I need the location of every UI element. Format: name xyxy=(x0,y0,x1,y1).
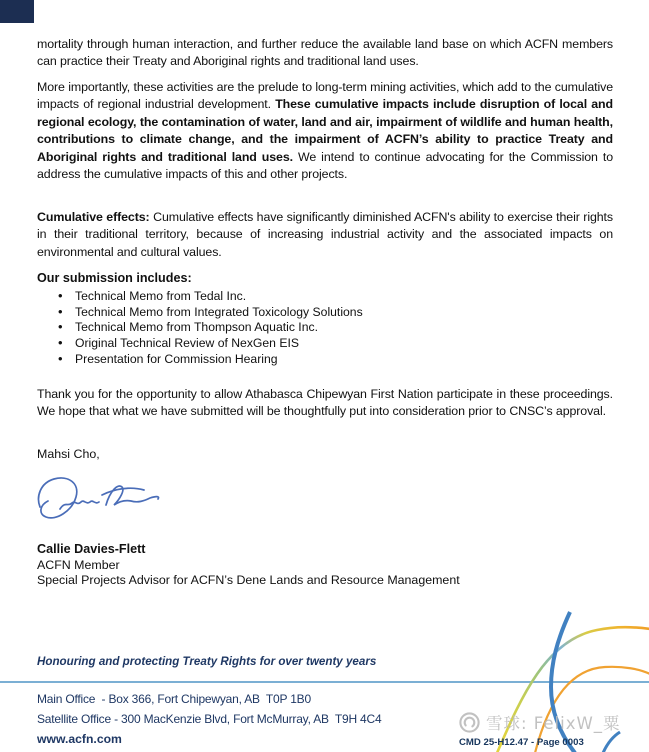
xueqiu-logo-icon xyxy=(458,711,481,734)
paragraph-impacts-bold: These cumulative impacts include disruption of local and regional ecology, the contamination of water, land and air, impairment of wildlife and human health, contributions to climate change, and the impairment of ACFN’s ability to practice Treaty and Aboriginal rights and traditional land uses. xyxy=(37,97,613,164)
cumulative-effects-text: Cumulative effects have significantly diminished ACFN's ability to exercise their rights in their traditional territory, because of increasing industrial activity and the associated impacts on environmental and cultural values. xyxy=(37,210,613,259)
list-item-text: Original Technical Review of NexGen EIS xyxy=(75,336,299,351)
cumulative-effects-label: Cumulative effects: xyxy=(37,210,150,224)
paragraph-cumulative-impacts xyxy=(37,79,613,183)
footer-main-office: Main Office - Box 366, Fort Chipewyan, AB T0P 1B0 xyxy=(37,692,311,706)
paragraph-intro xyxy=(37,36,613,71)
submission-list xyxy=(37,289,582,368)
signer-role-advisor: Special Projects Advisor for ACFN’s Dene Lands and Resource Management xyxy=(37,573,460,587)
list-item-text: Presentation for Commission Hearing xyxy=(75,351,278,366)
watermark-text: 雪球: FelixW_粟 xyxy=(486,714,621,733)
list-item-text: Technical Memo from Integrated Toxicology Solutions xyxy=(75,304,363,319)
paragraph-cumulative-effects xyxy=(37,209,613,261)
footer-website-link[interactable]: www.acfn.com xyxy=(37,732,122,746)
list-item xyxy=(37,336,582,352)
list-item xyxy=(37,352,582,368)
signer-name: Callie Davies-Flett xyxy=(37,542,146,556)
footer-tagline: Honouring and protecting Treaty Rights for over twenty years xyxy=(37,655,377,668)
paragraph-intro-text: mortality through human interaction, and further reduce the available land base on which ACFN members can practice their Treaty and Aboriginal rights and traditional land uses. xyxy=(37,37,613,69)
list-item-text: Technical Memo from Thompson Aquatic Inc. xyxy=(75,320,318,335)
page-corner-mark xyxy=(0,0,34,23)
list-item-text: Technical Memo from Tedal Inc. xyxy=(75,289,247,303)
signature-image xyxy=(30,469,170,536)
closing-salutation: Mahsi Cho, xyxy=(37,447,100,461)
footer-satellite-office: Satellite Office - 300 MacKenzie Blvd, Fort McMurray, AB T9H 4C4 xyxy=(37,712,382,726)
signature-strokes xyxy=(39,478,159,518)
paragraph-thanks xyxy=(37,386,613,421)
paragraph-impacts-lead: More importantly, these activities are the prelude to long-term mining activities, which add to the cumulative impacts of regional industrial development. xyxy=(37,80,613,112)
blue-arc-small xyxy=(603,732,620,752)
paragraph-thanks-text: Thank you for the opportunity to allow Athabasca Chipewyan First Nation participate in these proceedings. We hope that what we have submitted will be thoughtfully put into consideration prior to CNSC’s approval. xyxy=(37,387,613,419)
site-watermark xyxy=(458,710,621,734)
paragraph-impacts-close: We intend to continue advocating for the Commission to address the cumulative impacts of this and other projects. xyxy=(37,149,613,182)
list-item xyxy=(37,305,582,321)
list-item xyxy=(37,320,582,336)
document-reference: CMD 25-H12.47 - Page 0003 xyxy=(459,737,584,748)
signer-role-member: ACFN Member xyxy=(37,558,120,572)
list-item xyxy=(37,289,582,305)
submission-list-heading: Our submission includes: xyxy=(37,271,192,285)
